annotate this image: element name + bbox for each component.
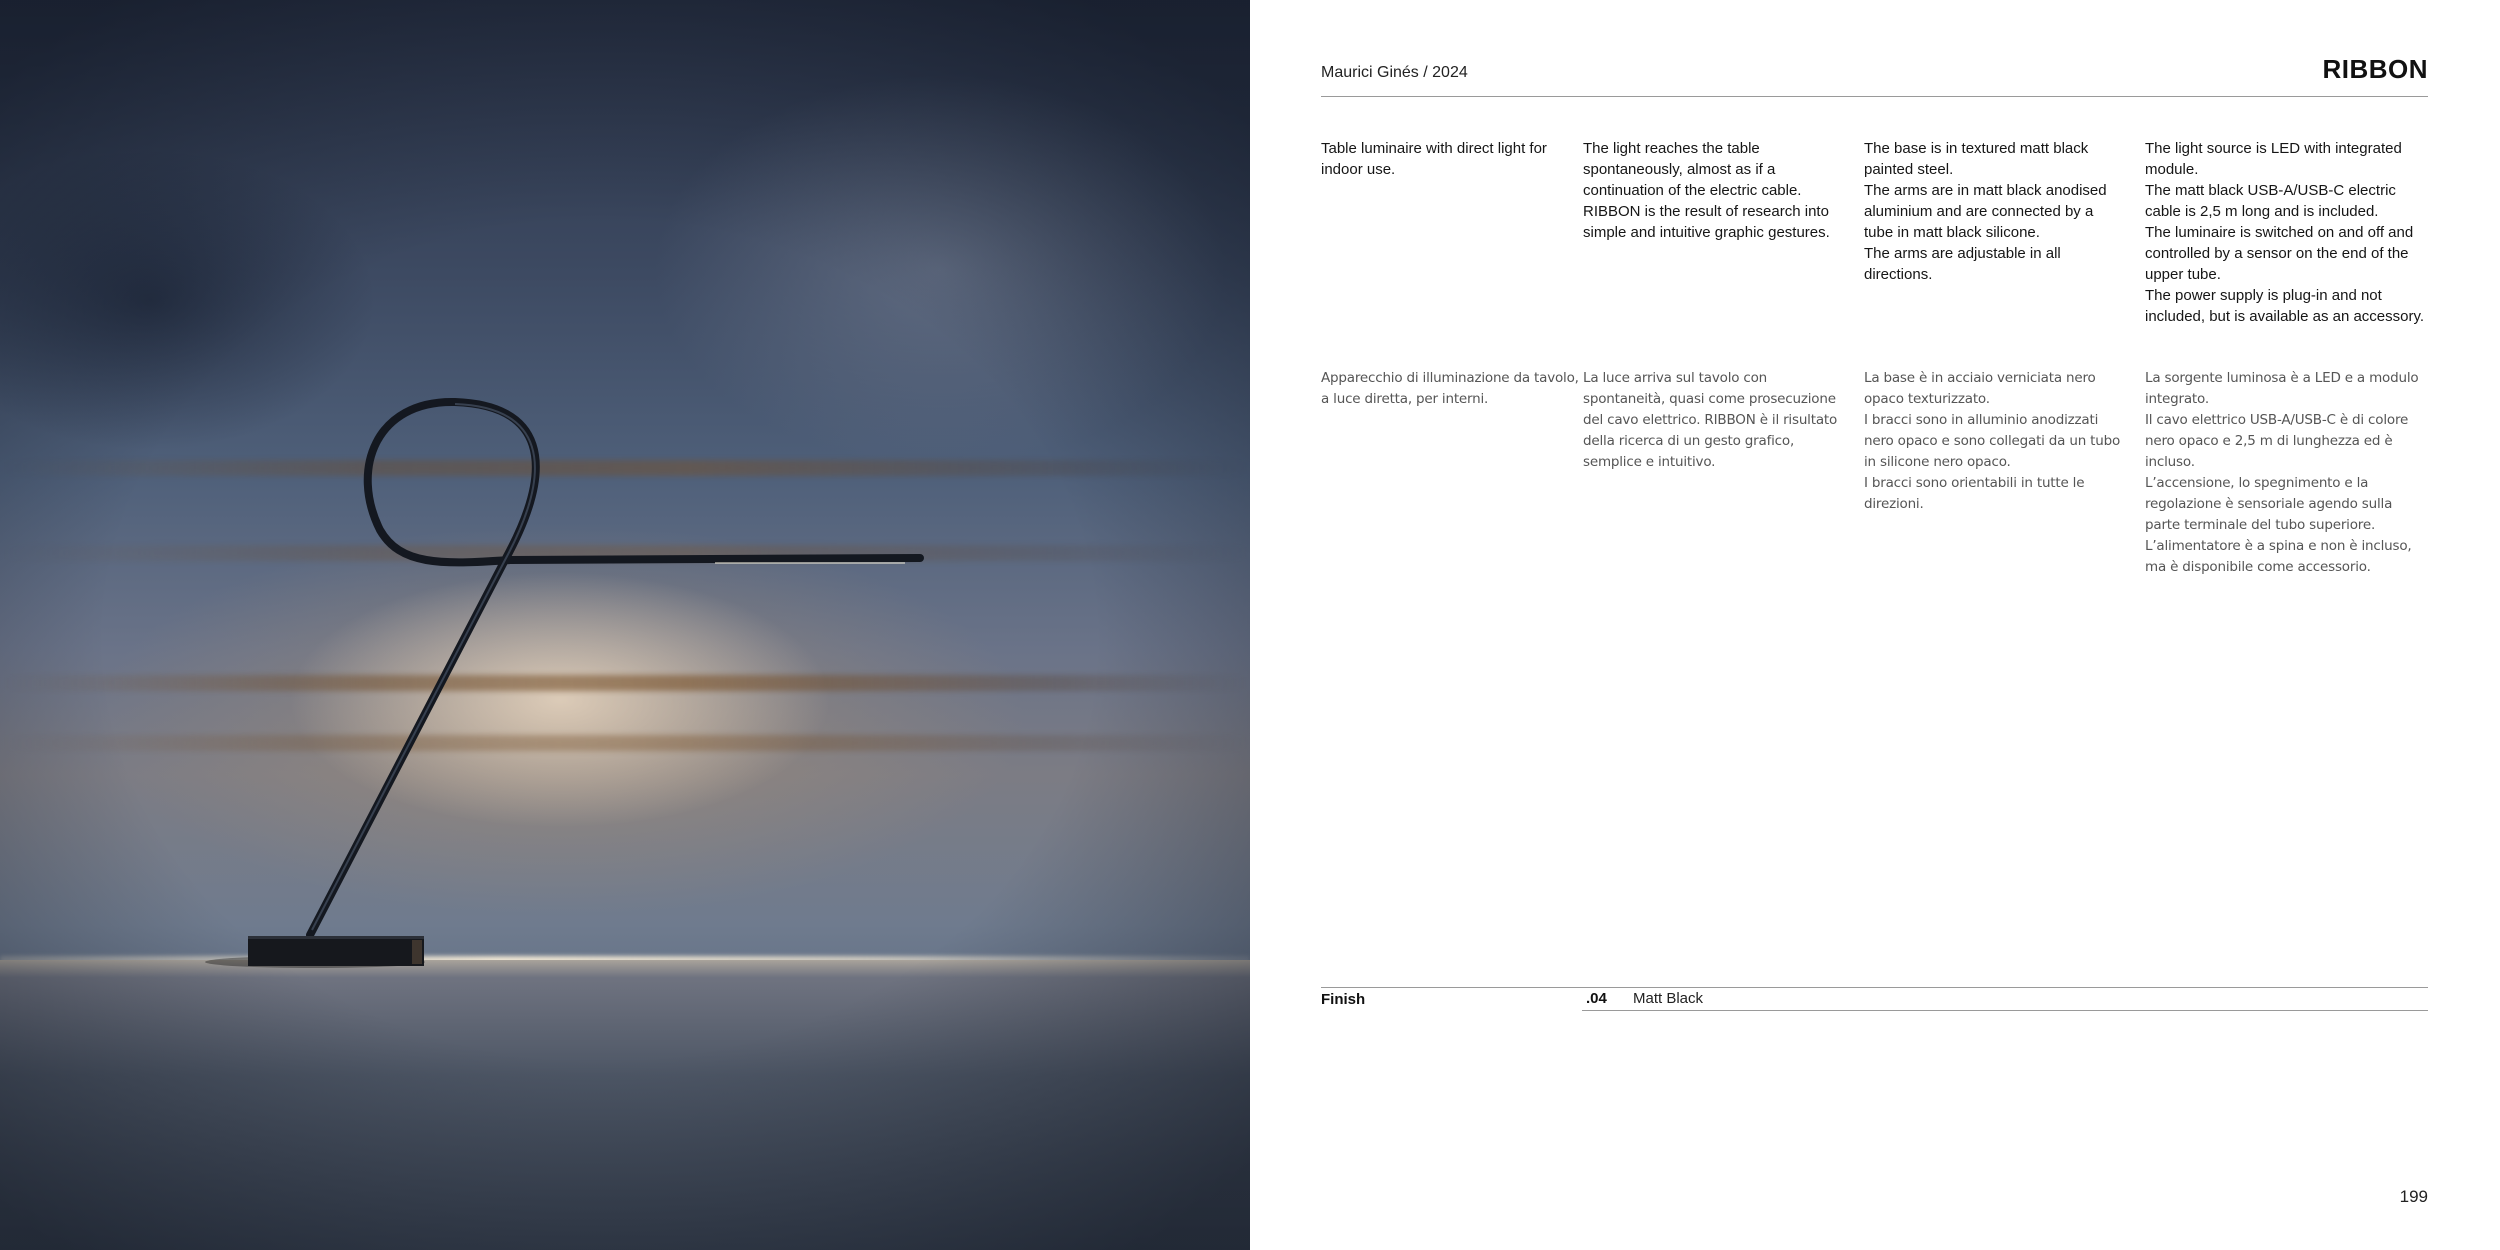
text-paragraph: La sorgente luminosa è a LED e a modulo integrato. xyxy=(2145,370,2419,407)
text-paragraph: The matt black USB-A/USB-C electric cable is 2,5 m long and is included. xyxy=(2145,182,2396,220)
text-paragraph: The power supply is plug-in and not included, but is available as an accessory. xyxy=(2145,287,2425,325)
text-paragraph: Il cavo elettrico USB-A/USB-C è di colore nero opaco e 2,5 m di lunghezza ed è incluso. xyxy=(2145,412,2409,470)
page-header xyxy=(1321,50,2428,97)
text-paragraph: La luce arriva sul tavolo con spontaneità, quasi come prosecuzione del cavo elettrico. RIBBON è il risultato della ricerca di un gesto grafico, semplice e intuitivo. xyxy=(1583,370,1838,470)
lamp-base-end xyxy=(412,940,422,964)
description-it-1 xyxy=(1321,368,1579,410)
finish-code: .04 xyxy=(1586,990,1607,1007)
lamp-arm-highlight xyxy=(312,404,535,930)
designer-year: Maurici Ginés / 2024 xyxy=(1321,64,1468,81)
product-title: RIBBON xyxy=(2322,54,2428,84)
text-paragraph: The luminaire is switched on and off and controlled by a sensor on the end of the upper tube. xyxy=(2145,224,2414,283)
page-number: 199 xyxy=(2399,1187,2428,1206)
text-paragraph: Table luminaire with direct light for indoor use. xyxy=(1321,140,1547,178)
description-en-4 xyxy=(2145,138,2428,327)
text-paragraph: La base è in acciaio verniciata nero opaco texturizzato. xyxy=(1864,370,2096,407)
lamp-base xyxy=(248,936,424,966)
description-en-2 xyxy=(1583,138,1841,243)
finish-label: Finish xyxy=(1321,991,1366,1008)
description-en-3 xyxy=(1864,138,2122,285)
description-it-4 xyxy=(2145,368,2428,578)
lamp-base-edge xyxy=(248,936,424,939)
description-en-1 xyxy=(1321,138,1579,180)
finish-name: Matt Black xyxy=(1633,990,1704,1007)
text-paragraph: The base is in textured matt black painted steel. xyxy=(1864,140,2089,178)
description-it-3 xyxy=(1864,368,2122,515)
text-paragraph: The arms are adjustable in all directions. xyxy=(1864,245,2061,283)
text-paragraph: The light source is LED with integrated module. xyxy=(2145,140,2402,178)
text-paragraph: I bracci sono orientabili in tutte le direzioni. xyxy=(1864,475,2085,512)
lamp-arm xyxy=(310,402,920,935)
text-paragraph: L’alimentatore è a spina e non è incluso, ma è disponibile come accessorio. xyxy=(2145,538,2412,575)
description-it-2 xyxy=(1583,368,1841,473)
text-paragraph: I bracci sono in alluminio anodizzati nero opaco e sono collegati da un tubo in silicone nero opaco. xyxy=(1864,412,2121,470)
text-paragraph: The light reaches the table spontaneously, almost as if a continuation of the electric cable. RIBBON is the result of research into simple and intuitive graphic gestures. xyxy=(1583,140,1830,241)
text-paragraph: L’accensione, lo spegnimento e la regolazione è sensoriale agendo sulla parte terminale del tubo superiore. xyxy=(2145,475,2393,533)
text-paragraph: The arms are in matt black anodised aluminium and are connected by a tube in matt black silicone. xyxy=(1864,182,2107,241)
finish-divider-top xyxy=(1321,987,2428,988)
finish-divider-bottom xyxy=(1582,1010,2428,1011)
text-paragraph: Apparecchio di illuminazione da tavolo, a luce diretta, per interni. xyxy=(1321,370,1579,407)
